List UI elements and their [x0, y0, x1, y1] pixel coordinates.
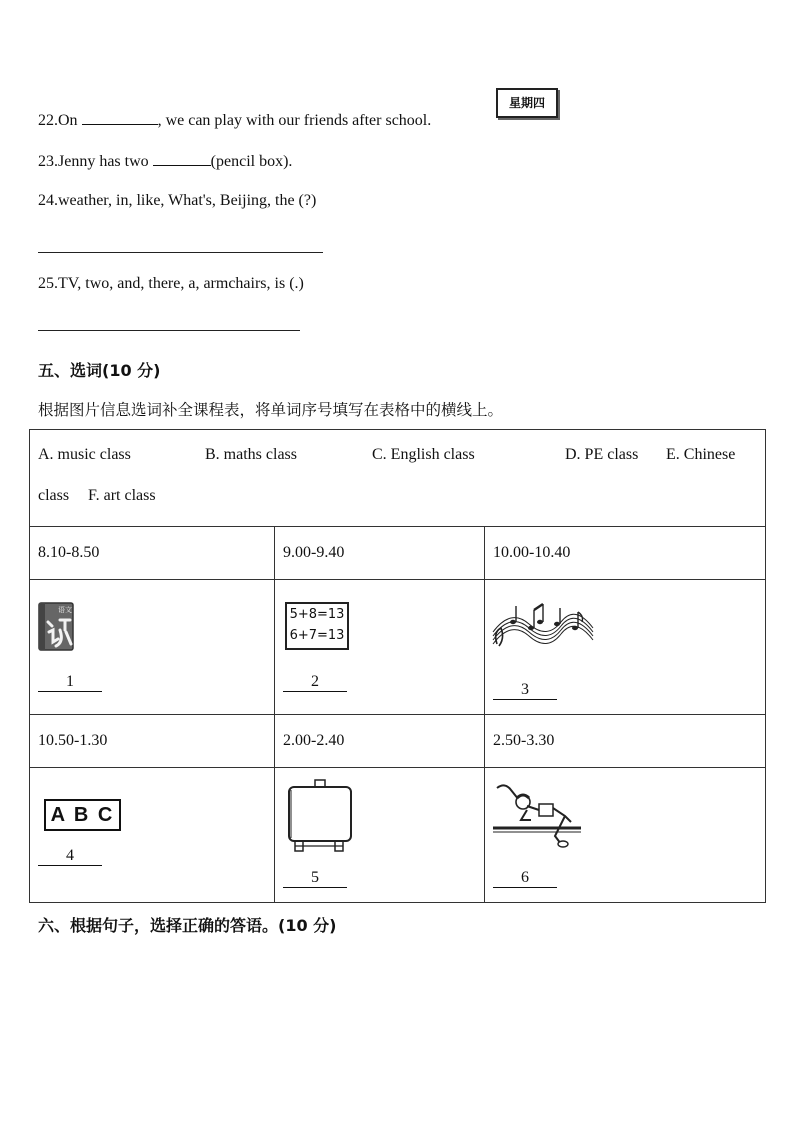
question-24: 24.weather, in, like, What's, Beijing, the (?): [38, 192, 317, 209]
class-cell-2: [275, 580, 485, 715]
option-f: F. art class: [88, 487, 156, 504]
answer-blank-1[interactable]: 1: [38, 673, 102, 692]
options-cell: [30, 430, 766, 527]
q23-blank[interactable]: [153, 151, 211, 166]
schedule-table: [29, 429, 766, 903]
question-22: [38, 110, 431, 130]
answer-blank-3[interactable]: 3: [493, 681, 557, 700]
q25-answer-line[interactable]: [38, 330, 300, 331]
book-label: 语文: [58, 606, 72, 614]
q23-text-after: (pencil box).: [210, 153, 293, 170]
class-cell-5: [275, 768, 485, 903]
music-notes-icon: [491, 598, 595, 648]
q22-text-after: , we can play with our friends after school.: [157, 112, 432, 129]
option-a: A. music class: [38, 446, 131, 463]
q22-blank[interactable]: [82, 110, 158, 125]
question-23: [38, 151, 292, 171]
drawing-board-icon: [285, 778, 357, 856]
time-slot-6: 2.50-3.30: [485, 715, 766, 768]
answer-blank-2[interactable]: 2: [283, 673, 347, 692]
section-5-title: 五、选词(10 分): [38, 361, 161, 380]
math-line-2: 6+7=13: [289, 628, 345, 643]
answer-blank-4[interactable]: 4: [38, 847, 102, 866]
math-board-icon: [285, 602, 349, 650]
time-slot-2: 9.00-9.40: [275, 527, 485, 580]
answer-blank-6[interactable]: 6: [493, 869, 557, 888]
section-5-instruction: 根据图片信息选词补全课程表，将单词序号填写在表格中的横线上。: [38, 401, 504, 419]
option-b: B. maths class: [205, 446, 297, 463]
class-cell-3: [485, 580, 766, 715]
class-cell-4: [30, 768, 275, 903]
time-slot-4: 10.50-1.30: [30, 715, 275, 768]
time-slot-5: 2.00-2.40: [275, 715, 485, 768]
thursday-badge: 星期四: [496, 88, 558, 118]
math-line-1: 5+8=13: [289, 607, 345, 622]
q24-answer-line[interactable]: [38, 252, 323, 253]
option-c: C. English class: [372, 446, 475, 463]
chinese-book-icon: [38, 602, 76, 652]
q23-text-before: 23.Jenny has two: [38, 153, 153, 170]
answer-blank-5[interactable]: 5: [283, 869, 347, 888]
class-cell-1: [30, 580, 275, 715]
option-e: E. Chinese: [666, 446, 736, 463]
q22-text-before: 22.On: [38, 112, 82, 129]
high-jump-athlete-icon: [491, 780, 583, 852]
abc-card-icon: A B C: [44, 799, 121, 831]
option-e-cont: class: [38, 487, 70, 504]
option-d: D. PE class: [565, 446, 639, 463]
question-25: 25.TV, two, and, there, a, armchairs, is (.): [38, 275, 304, 292]
time-slot-1: 8.10-8.50: [30, 527, 275, 580]
class-cell-6: [485, 768, 766, 903]
section-6-title: 六、根据句子，选择正确的答语。(10 分): [38, 916, 337, 935]
time-slot-3: 10.00-10.40: [485, 527, 766, 580]
